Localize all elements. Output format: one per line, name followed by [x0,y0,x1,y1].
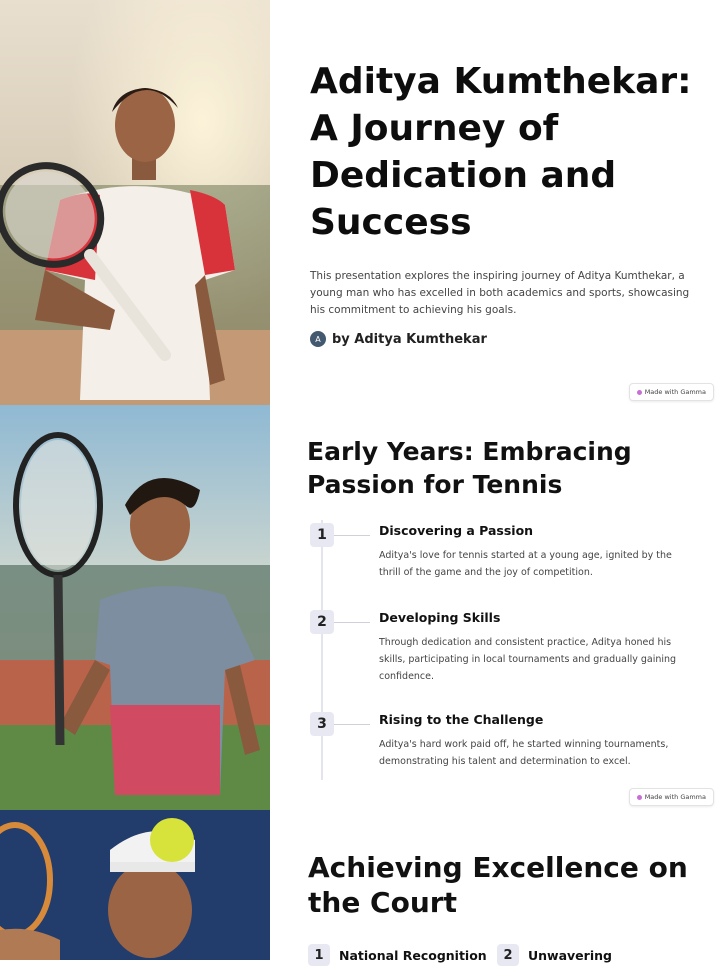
author-byline [310,331,487,347]
step-number: 1 [310,523,334,547]
early-years-title: Early Years: Embracing Passion for Tennis [307,437,632,499]
item-number: 2 [497,944,519,966]
gamma-logo-icon [637,390,642,395]
made-with-gamma-badge[interactable] [629,383,714,401]
step-connector [334,622,370,623]
badge-label: Made with Gamma [644,388,706,396]
young-player-photo [0,405,270,810]
timeline-line [321,520,323,780]
hero-photo-tennis-player [0,0,270,405]
avatar: A [310,331,326,347]
step-description: Through dedication and consistent practice, Aditya honed his skills, participating in local tournaments and gradually gaining confidence. [379,637,677,682]
step-title: Rising to the Challenge [379,712,544,727]
step-number: 3 [310,712,334,736]
achieving-excellence-title: Achieving Excellence on the Court [308,851,688,919]
player-serve-photo [0,810,270,960]
badge-label: Made with Gamma [644,793,706,801]
achievement-item [308,944,487,966]
step-description: Aditya's love for tennis started at a young age, ignited by the thrill of the game and the joy of competition. [379,550,672,578]
step-connector [334,535,370,536]
achievement-item [497,944,612,966]
item-title: Unwavering [528,947,612,963]
step-connector [334,724,370,725]
byline-text: by Aditya Kumthekar [332,331,487,347]
intro-description: This presentation explores the inspiring journey of Aditya Kumthekar, a young man who has excelled in both academics and sports, showcasing his commitment to achieving his goals. [310,270,690,316]
made-with-gamma-badge[interactable] [629,788,714,806]
step-title: Discovering a Passion [379,523,534,538]
step-number: 2 [310,610,334,634]
item-number: 1 [308,944,330,966]
step-description: Aditya's hard work paid off, he started winning tournaments, demonstrating his talent and determination to excel. [379,739,669,767]
page-title: Aditya Kumthekar: A Journey of Dedication and Success [310,61,692,243]
gamma-logo-icon [637,795,642,800]
step-title: Developing Skills [379,610,501,625]
content-panel [270,0,720,963]
item-title: National Recognition [339,947,487,963]
